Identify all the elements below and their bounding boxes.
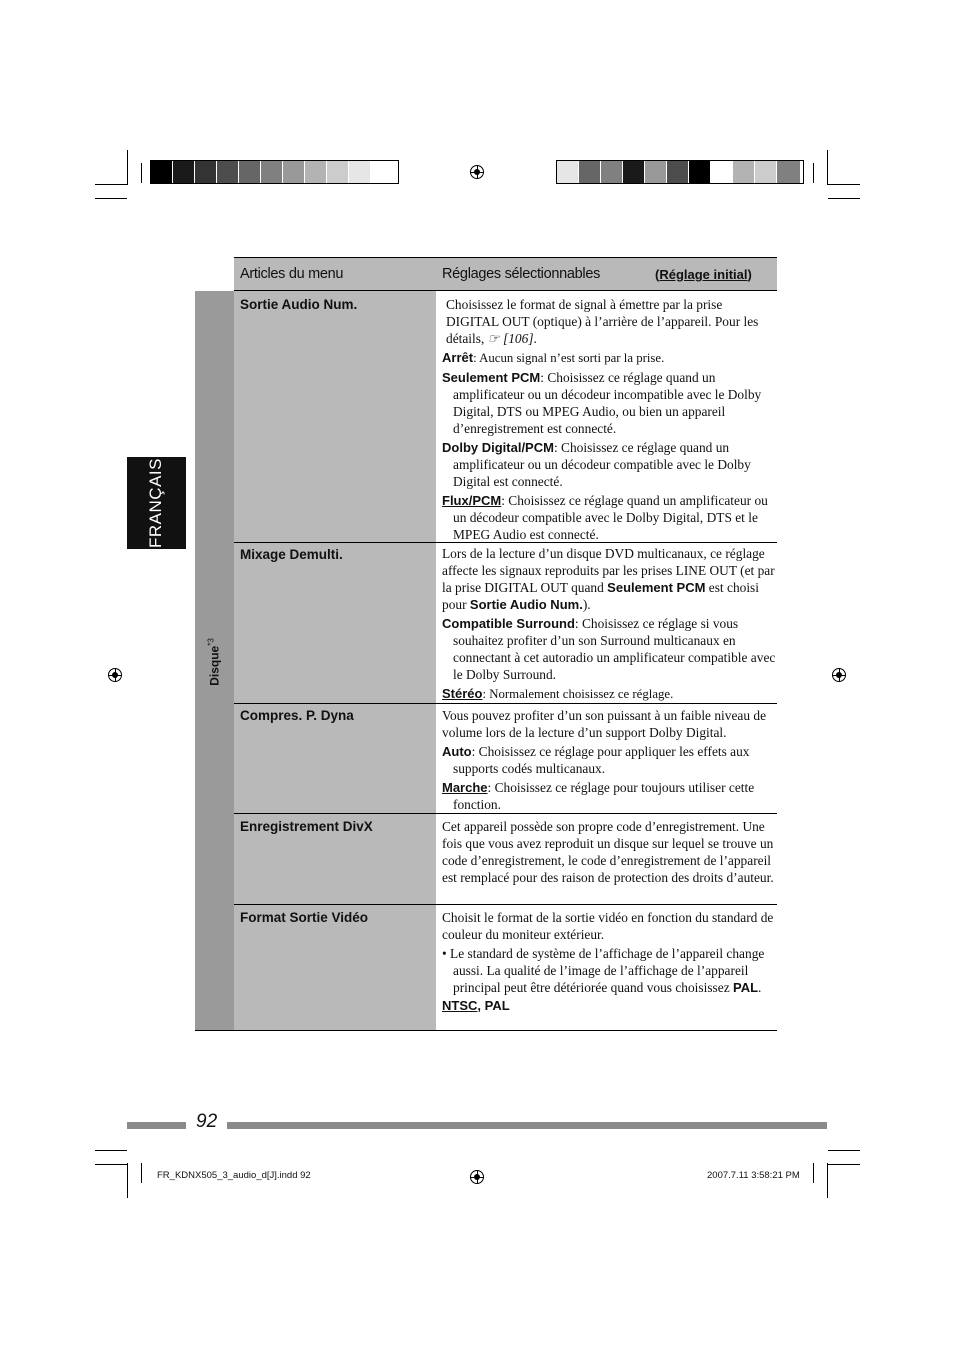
crop-mark (827, 150, 828, 185)
header-initial-setting: (Réglage initial) (655, 267, 752, 282)
option-name-initial: Stéréo (442, 686, 483, 701)
header-settings: Réglages sélectionnables (442, 266, 601, 282)
menu-item-description: Choisissez le format de signal à émettre par la prise DIGITAL OUT (optique) à l’arrière de l’appareil. Pour les détails, ☞ [106]. Arrêt: Aucun signal n’est sorti par la prise. Seulement PCM: Choisissez ce réglage quand un amplificateur ou un décodeur incompatible avec le Dolby Digital, DTS ou MPEG Audio, ou bien un appareil d’enregistrement est connecté. Dolby Digital/PCM: Choisissez ce réglage quand un amplificateur ou un décodeur compatible avec le Dolby Digital est connecté. Flux/PCM: Choisissez ce réglage quand un amplificateur ou un décodeur compatible avec le Dolby Digital, DTS et le MPEG Audio est connecté. (442, 297, 768, 542)
menu-item-description: Vous pouvez profiter d’un son puissant à un faible niveau de volume lors de la lecture d’un support Dolby Digital. Auto: Choisissez ce réglage pour appliquer les effets aux supports codés multicanaux. Marche: Choisissez ce réglage pour toujours utiliser cette fonction. (442, 708, 767, 812)
menu-item-term: Mixage Demulti. (240, 547, 343, 562)
option-name: Seulement PCM (442, 370, 541, 385)
row-divider (195, 1030, 777, 1031)
registration-mark-icon (470, 1170, 484, 1184)
row-divider (234, 904, 777, 905)
crop-mark (95, 184, 127, 185)
option-name-initial: Marche (442, 780, 488, 795)
crop-mark (95, 1150, 127, 1151)
crop-mark (827, 1163, 828, 1198)
menu-item-term: Enregistrement DivX (240, 819, 373, 834)
option-name: Auto (442, 744, 472, 759)
crop-mark (828, 198, 860, 199)
registration-mark-icon (108, 668, 122, 682)
row-divider (234, 703, 777, 704)
menu-item-term: Format Sortie Vidéo (240, 910, 369, 925)
row-divider (234, 813, 777, 814)
page-number-bar-right (227, 1122, 827, 1129)
crop-mark (127, 150, 128, 185)
crop-mark (141, 1163, 142, 1183)
footer-file-info: FR_KDNX505_3_audio_d[J].indd 92 (157, 1170, 311, 1181)
crop-mark (828, 184, 860, 185)
crop-mark (95, 198, 127, 199)
crop-mark (813, 1163, 814, 1183)
crop-mark (141, 163, 142, 183)
option-name: PAL (484, 998, 510, 1013)
language-tab-label: FRANÇAIS (146, 458, 165, 548)
menu-item-description: Lors de la lecture d’un disque DVD multicanaux, ce réglage affecte les signaux reproduits par les prises LINE OUT (et par la prise DIGITAL OUT quand Seulement PCM est choisi pour Sortie Audio Num.). Compatible Surround: Choisissez ce réglage si vous souhaitez profiter d’un son Surround multicanaux en connectant à cet autoradio un amplificateur compatible avec le Dolby Surround. Stéréo: Normalement choisissez ce réglage. (442, 546, 776, 701)
gray-scale-bar-right (556, 160, 804, 184)
crop-mark (127, 1163, 128, 1198)
option-name-initial: Flux/PCM (442, 493, 502, 508)
crop-mark (95, 1164, 127, 1165)
table-header (234, 257, 777, 291)
registration-mark-icon (470, 165, 484, 179)
header-menu-items: Articles du menu (240, 266, 344, 282)
crop-mark (813, 163, 814, 183)
crop-mark (828, 1150, 860, 1151)
option-name-initial: NTSC (442, 998, 478, 1013)
section-label: Disque$^{*3}$ (206, 638, 222, 686)
footer-timestamp: 2007.7.11 3:58:21 PM (707, 1170, 800, 1181)
menu-item-description: Cet appareil possède son propre code d’enregistrement. Une fois que vous avez reproduit un disque sur lequel se trouve un code d’enregistrement, le code d’enregistrement de l’appareil est remplacé pour des raison de protection des droits d’auteur. (442, 819, 774, 885)
option-name: Compatible Surround (442, 616, 575, 631)
menu-item-term: Sortie Audio Num. (240, 297, 358, 312)
menu-item-term: Compres. P. Dyna (240, 708, 354, 723)
option-name: Arrêt (442, 350, 474, 365)
page-number-bar-left (127, 1122, 186, 1129)
page-number: 92 (196, 1111, 218, 1132)
registration-mark-icon (832, 668, 846, 682)
gray-scale-bar-left (150, 160, 399, 184)
crop-mark (828, 1164, 860, 1165)
menu-item-description: Choisit le format de la sortie vidéo en fonction du standard de couleur du moniteur extérieur. • Le standard de système de l’affichage de l’appareil change aussi. La qualité de l’image de l’affichage de l’appareil principal peut être détériorée quand vous choisissez PAL. NTSC, PAL (442, 910, 774, 1013)
option-name: Dolby Digital/PCM (442, 440, 554, 455)
